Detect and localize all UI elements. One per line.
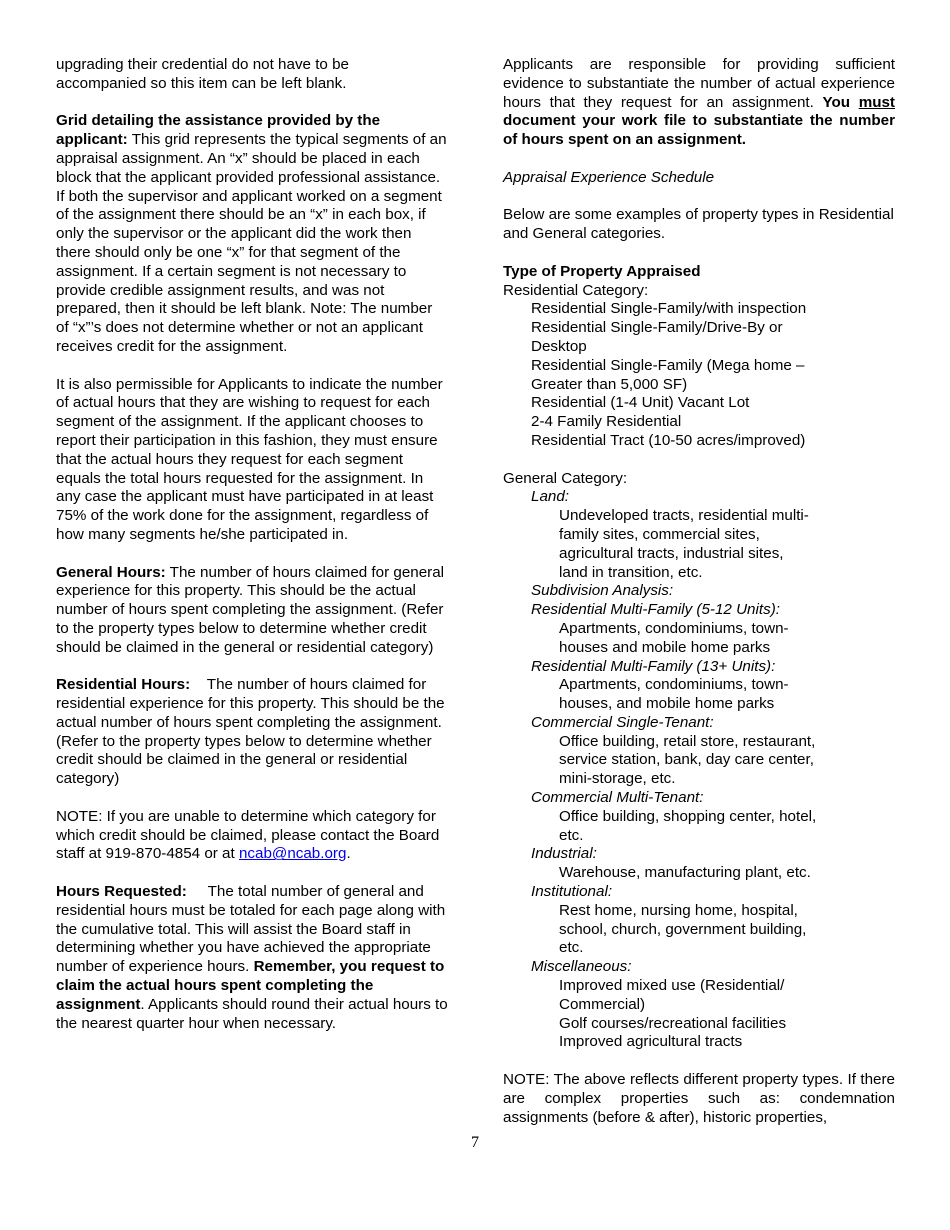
list-item: Residential (1-4 Unit) Vacant Lot [531,394,750,412]
evidence-bold-you: You [822,93,851,111]
final-note-paragraph: NOTE: The above reflects different property types. If there are complex properties such as: condemnation assignments (before & after), historic properties, [503,1071,895,1126]
general-hours-paragraph [56,564,449,658]
left-column [56,56,449,1033]
list-item: 2-4 Family Residential [531,413,682,431]
list-item: Residential Tract (10-50 acres/improved) [531,431,806,449]
multi-tenant-text: Office building, shopping center, hotel, etc. [559,807,817,844]
land-text: Undeveloped tracts, residential multi-family sites, commercial sites, agricultural tracts, industrial sites, land in transition, etc. [559,507,809,581]
list-item: Residential Single-Family (Mega home – Greater than 5,000 SF) [531,356,805,393]
page-number: 7 [471,1134,479,1151]
grid-paragraph [56,112,449,356]
single-tenant-label: Commercial Single-Tenant: [531,713,714,731]
right-column [503,56,895,1127]
evidence-bold-rest: document your work file to substantiate the number of hours spent on an assignment. [503,112,895,149]
misc-label: Miscellaneous: [531,958,632,976]
hours-requested-paragraph [56,883,449,1033]
land-label: Land: [531,488,570,506]
list-item: Residential Single-Family/Drive-By or Desktop [531,319,783,355]
general-category-label: General Category: [503,469,628,487]
general-hours-heading: General Hours: [56,563,166,581]
grid-text: This grid represents the typical segments of an appraisal assignment. An “x” should be placed in each block that the applicant provided professional assistance. If both the supervisor and applicant worked on a segment of the assignment there should be an “x” in each box, if only the supervisor or the applicant did the work then there should only be one “x” for that segment of the assignment. If a certain segment is not necessary to provide credible assignment results, and was not prepared, then it should be left blank. Note: The number of “x”’s does not determine whether or not an applicant receives credit for the assignment. [56,131,447,355]
intro-paragraph: upgrading their credential do not have to be accompanied so this item can be left blank. [56,56,349,92]
hours-requested-text: The total number of general and residential hours must be totaled for each page along with the cumulative total. This will assist the Board staff in determining whether you have achieved the appropriate number of experience hours. [56,883,446,976]
institutional-text: Rest home, nursing home, hospital, school, church, government building, etc. [559,901,807,957]
subdivision-label: Subdivision Analysis: [531,582,674,600]
evidence-text: Applicants are responsible for providing sufficient evidence to substantiate the number of actual experience hours that they request for an assignment. [503,56,895,111]
type-heading [503,263,895,282]
permissible-paragraph: It is also permissible for Applicants to indicate the number of actual hours that they are wishing to request for each segment of the assignment. If the applicant chooses to report their participation in this fashion, they must ensure that the actual hours they request for each segment equals the total hours requested for the assignment. In any case the applicant must have participated in at least 75% of the work done for the assignment, regardless of how many segments he/she participated in. [56,375,443,543]
list-item: Improved agricultural tracts [559,1033,743,1051]
hours-requested-bold: Remember, you request to claim the actual hours spent completing the assignment [56,958,445,1013]
note-text: NOTE: If you are unable to determine which category for which credit should be claimed, please contact the Board staff at 919-870-4854 or at [56,807,440,863]
rmf-small-label: Residential Multi-Family (5-12 Units): [531,601,780,619]
hours-requested-end: . Applicants should round their actual hours to the nearest quarter hour when necessary. [56,995,448,1032]
general-hours-text: The number of hours claimed for general experience for this property. This should be the actual number of hours spent completing the assignment. (Refer to the property types below to determine whether credit should be claimed in the general or residential category) [56,563,445,656]
residential-list [503,300,821,450]
note-paragraph [56,808,449,864]
list-item: Residential Single-Family/with inspection [531,300,807,318]
rmf-large-label: Residential Multi-Family (13+ Units): [531,657,776,675]
single-tenant-text: Office building, retail store, restaurant, service station, bank, day care center, mini-storage, etc. [559,732,816,788]
misc-list [503,977,809,1052]
residential-category-label: Residential Category: [503,281,649,299]
hours-requested-heading: Hours Requested: [56,883,187,901]
institutional-label: Institutional: [531,883,613,901]
grid-heading: Grid detailing the assistance provided by the applicant: [56,112,381,149]
note-end: . [346,845,351,863]
type-heading-text: Type of Property Appraised [503,262,701,280]
schedule-title: Appraisal Experience Schedule [503,168,715,186]
email-link[interactable]: ncab@ncab.org [238,845,347,863]
multi-tenant-label: Commercial Multi-Tenant: [531,789,704,807]
evidence-bold-must: must [858,93,895,111]
industrial-label: Industrial: [531,845,597,863]
list-item: Improved mixed use (Residential/ Commercial) [559,977,785,1013]
residential-hours-text: The number of hours claimed for residential experience for this property. This should be the actual number of hours spent completing the assignment. (Refer to the property types below to determine whether credit should be claimed in the general or residential category) [56,676,445,788]
evidence-paragraph [503,56,895,150]
rmf-large-text: Apartments, condominiums, town-houses, and mobile home parks [559,676,789,713]
residential-hours-paragraph [56,676,449,789]
residential-hours-heading: Residential Hours: [56,676,191,694]
examples-paragraph: Below are some examples of property types in Residential and General categories. [503,206,894,243]
industrial-text: Warehouse, manufacturing plant, etc. [559,864,811,882]
rmf-small-text: Apartments, condominiums, town-houses and mobile home parks [559,619,789,656]
list-item: Golf courses/recreational facilities [559,1014,787,1032]
